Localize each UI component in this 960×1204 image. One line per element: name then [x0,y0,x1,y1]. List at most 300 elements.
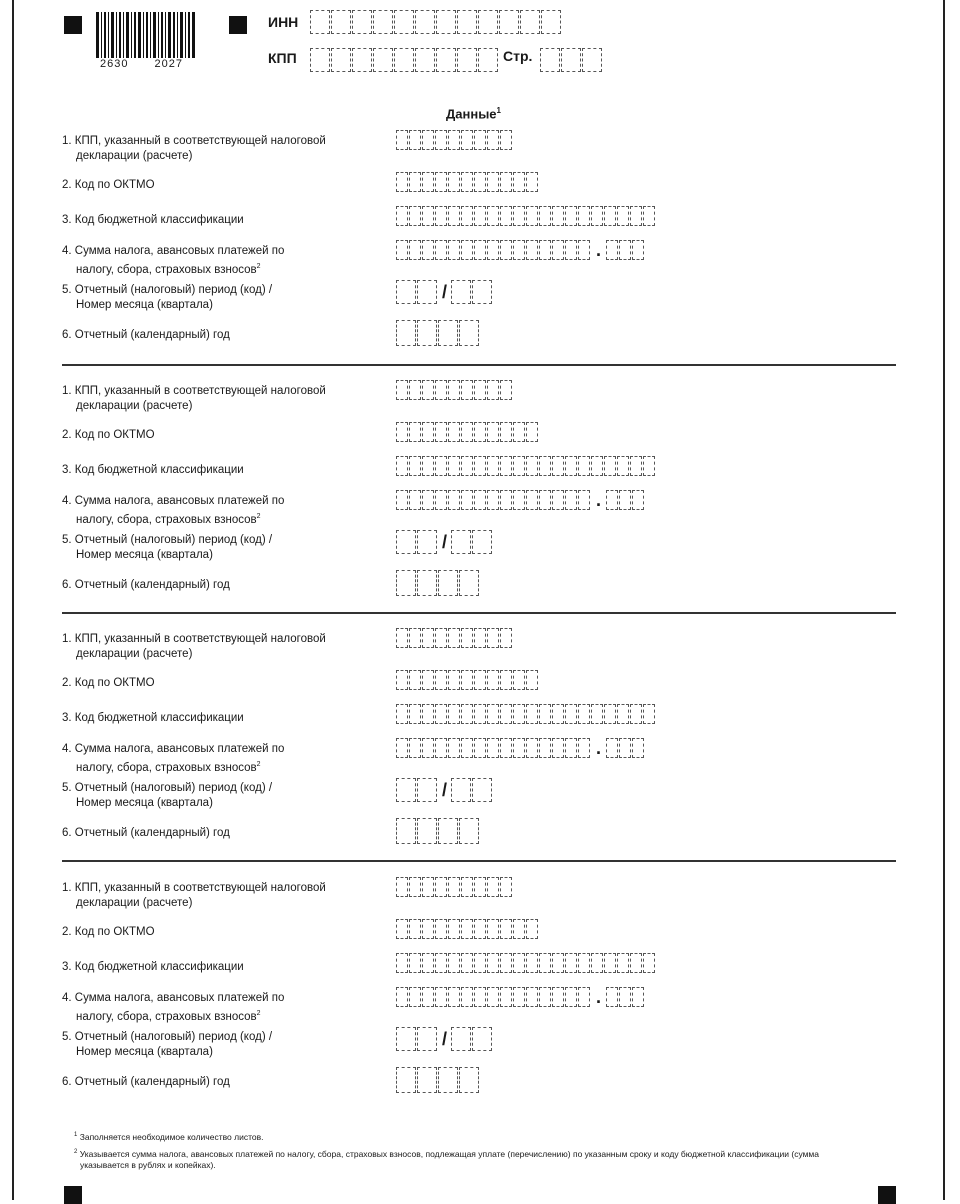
inn-cells[interactable] [310,10,562,34]
input-cell[interactable] [526,206,538,226]
input-cell[interactable] [500,380,512,400]
input-cell[interactable] [632,738,644,758]
input-cell[interactable] [539,206,551,226]
input-cell[interactable] [578,987,590,1007]
input-cell[interactable] [394,48,414,72]
input-cell[interactable] [617,456,629,476]
input-cell[interactable] [472,778,492,802]
input-cell[interactable] [409,953,421,973]
input-cell[interactable] [435,953,447,973]
input-cell[interactable] [352,10,372,34]
input-cell[interactable] [526,456,538,476]
input-cell[interactable] [417,778,437,802]
input-cell[interactable] [513,490,525,510]
input-cell[interactable] [373,10,393,34]
input-cell[interactable] [422,738,434,758]
input-cell[interactable] [422,919,434,939]
input-cell[interactable] [435,738,447,758]
input-cell[interactable] [396,628,408,648]
input-cell[interactable] [422,670,434,690]
input-cell[interactable] [448,206,460,226]
input-cell[interactable] [526,240,538,260]
input-cell[interactable] [448,738,460,758]
input-cell[interactable] [617,953,629,973]
input-cell[interactable] [396,422,408,442]
input-cell[interactable] [396,818,416,844]
input-cell[interactable] [474,953,486,973]
input-cell[interactable] [396,778,416,802]
input-cell[interactable] [422,953,434,973]
input-cell[interactable] [643,704,655,724]
input-cell[interactable] [630,704,642,724]
input-cell[interactable] [474,172,486,192]
input-cell[interactable] [591,953,603,973]
input-cell[interactable] [409,738,421,758]
input-cell[interactable] [539,456,551,476]
input-cell[interactable] [461,738,473,758]
input-cell[interactable] [461,172,473,192]
input-cell[interactable] [461,628,473,648]
input-cell[interactable] [565,738,577,758]
block-1-year-cells[interactable] [396,320,480,346]
input-cell[interactable] [552,704,564,724]
input-cell[interactable] [396,1067,416,1093]
input-cell[interactable] [487,172,499,192]
input-cell[interactable] [500,130,512,150]
input-cell[interactable] [513,240,525,260]
input-cell[interactable] [500,490,512,510]
input-cell[interactable] [422,628,434,648]
input-cell[interactable] [457,48,477,72]
input-cell[interactable] [409,172,421,192]
input-cell[interactable] [448,919,460,939]
input-cell[interactable] [619,987,631,1007]
input-cell[interactable] [310,10,330,34]
kpp-cells[interactable] [310,48,499,72]
input-cell[interactable] [487,987,499,1007]
input-cell[interactable] [487,670,499,690]
input-cell[interactable] [409,628,421,648]
input-cell[interactable] [394,10,414,34]
input-cell[interactable] [513,172,525,192]
input-cell[interactable] [396,130,408,150]
input-cell[interactable] [459,570,479,596]
block-1-period-cells[interactable] [396,280,493,304]
input-cell[interactable] [565,240,577,260]
input-cell[interactable] [422,172,434,192]
block-1-sum-cells[interactable] [396,240,645,260]
input-cell[interactable] [474,206,486,226]
input-cell[interactable] [552,953,564,973]
input-cell[interactable] [436,10,456,34]
input-cell[interactable] [474,877,486,897]
input-cell[interactable] [396,490,408,510]
input-cell[interactable] [500,456,512,476]
input-cell[interactable] [552,456,564,476]
input-cell[interactable] [396,530,416,554]
input-cell[interactable] [461,490,473,510]
input-cell[interactable] [422,456,434,476]
input-cell[interactable] [461,987,473,1007]
input-cell[interactable] [474,704,486,724]
input-cell[interactable] [474,380,486,400]
input-cell[interactable] [448,456,460,476]
input-cell[interactable] [565,704,577,724]
input-cell[interactable] [539,704,551,724]
input-cell[interactable] [417,530,437,554]
input-cell[interactable] [472,280,492,304]
input-cell[interactable] [435,987,447,1007]
input-cell[interactable] [448,670,460,690]
input-cell[interactable] [526,953,538,973]
block-3-kpp-cells[interactable] [396,628,513,648]
input-cell[interactable] [487,953,499,973]
input-cell[interactable] [500,738,512,758]
input-cell[interactable] [451,1027,471,1051]
input-cell[interactable] [438,320,458,346]
input-cell[interactable] [409,130,421,150]
input-cell[interactable] [630,953,642,973]
input-cell[interactable] [448,953,460,973]
input-cell[interactable] [513,738,525,758]
input-cell[interactable] [643,953,655,973]
input-cell[interactable] [409,670,421,690]
input-cell[interactable] [409,422,421,442]
input-cell[interactable] [422,206,434,226]
input-cell[interactable] [500,877,512,897]
input-cell[interactable] [552,240,564,260]
input-cell[interactable] [632,240,644,260]
input-cell[interactable] [435,919,447,939]
input-cell[interactable] [422,490,434,510]
input-cell[interactable] [487,628,499,648]
input-cell[interactable] [539,240,551,260]
input-cell[interactable] [396,380,408,400]
input-cell[interactable] [526,422,538,442]
input-cell[interactable] [451,280,471,304]
input-cell[interactable] [632,490,644,510]
input-cell[interactable] [552,206,564,226]
input-cell[interactable] [604,206,616,226]
input-cell[interactable] [422,704,434,724]
input-cell[interactable] [396,206,408,226]
block-4-kbk-cells[interactable] [396,953,656,973]
input-cell[interactable] [409,240,421,260]
input-cell[interactable] [451,530,471,554]
input-cell[interactable] [417,280,437,304]
input-cell[interactable] [520,10,540,34]
input-cell[interactable] [487,240,499,260]
input-cell[interactable] [451,778,471,802]
input-cell[interactable] [487,738,499,758]
input-cell[interactable] [436,48,456,72]
input-cell[interactable] [461,670,473,690]
block-1-kpp-cells[interactable] [396,130,513,150]
input-cell[interactable] [632,987,644,1007]
input-cell[interactable] [578,738,590,758]
input-cell[interactable] [472,530,492,554]
block-3-oktmo-cells[interactable] [396,670,539,690]
input-cell[interactable] [513,987,525,1007]
input-cell[interactable] [435,422,447,442]
input-cell[interactable] [461,130,473,150]
input-cell[interactable] [513,206,525,226]
input-cell[interactable] [409,987,421,1007]
input-cell[interactable] [417,1067,437,1093]
block-3-kbk-cells[interactable] [396,704,656,724]
input-cell[interactable] [448,130,460,150]
input-cell[interactable] [619,240,631,260]
input-cell[interactable] [422,987,434,1007]
input-cell[interactable] [409,456,421,476]
input-cell[interactable] [435,877,447,897]
input-cell[interactable] [565,206,577,226]
input-cell[interactable] [409,877,421,897]
input-cell[interactable] [438,570,458,596]
input-cell[interactable] [474,628,486,648]
input-cell[interactable] [474,670,486,690]
input-cell[interactable] [552,490,564,510]
input-cell[interactable] [487,877,499,897]
input-cell[interactable] [422,422,434,442]
input-cell[interactable] [591,456,603,476]
input-cell[interactable] [448,877,460,897]
input-cell[interactable] [578,456,590,476]
input-cell[interactable] [643,206,655,226]
input-cell[interactable] [526,738,538,758]
input-cell[interactable] [396,172,408,192]
block-1-kbk-cells[interactable] [396,206,656,226]
block-4-kpp-cells[interactable] [396,877,513,897]
input-cell[interactable] [417,320,437,346]
input-cell[interactable] [513,919,525,939]
input-cell[interactable] [606,240,618,260]
block-4-period-cells[interactable] [396,1027,493,1051]
input-cell[interactable] [500,422,512,442]
block-3-year-cells[interactable] [396,818,480,844]
input-cell[interactable] [396,240,408,260]
input-cell[interactable] [461,953,473,973]
input-cell[interactable] [435,206,447,226]
input-cell[interactable] [448,987,460,1007]
input-cell[interactable] [513,456,525,476]
input-cell[interactable] [417,570,437,596]
input-cell[interactable] [396,738,408,758]
input-cell[interactable] [461,919,473,939]
input-cell[interactable] [422,130,434,150]
block-4-sum-cells[interactable] [396,987,645,1007]
input-cell[interactable] [487,206,499,226]
input-cell[interactable] [415,48,435,72]
input-cell[interactable] [396,877,408,897]
page-number-cells[interactable] [540,48,603,72]
input-cell[interactable] [500,206,512,226]
block-3-period-cells[interactable] [396,778,493,802]
input-cell[interactable] [409,919,421,939]
input-cell[interactable] [396,280,416,304]
input-cell[interactable] [606,490,618,510]
input-cell[interactable] [513,670,525,690]
input-cell[interactable] [448,422,460,442]
block-2-year-cells[interactable] [396,570,480,596]
input-cell[interactable] [396,456,408,476]
input-cell[interactable] [500,919,512,939]
input-cell[interactable] [578,206,590,226]
input-cell[interactable] [461,380,473,400]
input-cell[interactable] [565,456,577,476]
input-cell[interactable] [448,172,460,192]
input-cell[interactable] [461,422,473,442]
block-2-kbk-cells[interactable] [396,456,656,476]
input-cell[interactable] [500,704,512,724]
input-cell[interactable] [409,380,421,400]
input-cell[interactable] [539,987,551,1007]
input-cell[interactable] [487,130,499,150]
input-cell[interactable] [643,456,655,476]
input-cell[interactable] [541,10,561,34]
input-cell[interactable] [474,422,486,442]
input-cell[interactable] [435,490,447,510]
block-2-kpp-cells[interactable] [396,380,513,400]
input-cell[interactable] [617,206,629,226]
input-cell[interactable] [373,48,393,72]
input-cell[interactable] [539,490,551,510]
input-cell[interactable] [422,877,434,897]
input-cell[interactable] [457,10,477,34]
block-4-oktmo-cells[interactable] [396,919,539,939]
input-cell[interactable] [617,704,629,724]
input-cell[interactable] [435,628,447,648]
input-cell[interactable] [415,10,435,34]
input-cell[interactable] [461,240,473,260]
input-cell[interactable] [331,10,351,34]
input-cell[interactable] [565,987,577,1007]
input-cell[interactable] [448,704,460,724]
input-cell[interactable] [474,456,486,476]
input-cell[interactable] [487,704,499,724]
input-cell[interactable] [552,987,564,1007]
input-cell[interactable] [461,877,473,897]
block-2-sum-cells[interactable] [396,490,645,510]
input-cell[interactable] [487,380,499,400]
block-1-oktmo-cells[interactable] [396,172,539,192]
input-cell[interactable] [409,206,421,226]
input-cell[interactable] [417,1027,437,1051]
input-cell[interactable] [487,422,499,442]
input-cell[interactable] [630,206,642,226]
input-cell[interactable] [552,738,564,758]
input-cell[interactable] [459,1067,479,1093]
input-cell[interactable] [474,130,486,150]
input-cell[interactable] [500,240,512,260]
input-cell[interactable] [474,490,486,510]
input-cell[interactable] [461,704,473,724]
input-cell[interactable] [474,240,486,260]
input-cell[interactable] [561,48,581,72]
input-cell[interactable] [478,48,498,72]
block-2-period-cells[interactable] [396,530,493,554]
input-cell[interactable] [578,704,590,724]
input-cell[interactable] [448,380,460,400]
input-cell[interactable] [578,490,590,510]
input-cell[interactable] [606,738,618,758]
input-cell[interactable] [578,240,590,260]
input-cell[interactable] [396,919,408,939]
input-cell[interactable] [565,490,577,510]
input-cell[interactable] [513,953,525,973]
input-cell[interactable] [474,738,486,758]
input-cell[interactable] [461,456,473,476]
input-cell[interactable] [331,48,351,72]
input-cell[interactable] [604,953,616,973]
input-cell[interactable] [487,490,499,510]
block-3-sum-cells[interactable] [396,738,645,758]
input-cell[interactable] [526,919,538,939]
input-cell[interactable] [448,490,460,510]
input-cell[interactable] [500,670,512,690]
block-4-year-cells[interactable] [396,1067,480,1093]
input-cell[interactable] [310,48,330,72]
input-cell[interactable] [459,818,479,844]
input-cell[interactable] [500,953,512,973]
input-cell[interactable] [630,456,642,476]
input-cell[interactable] [604,704,616,724]
input-cell[interactable] [396,1027,416,1051]
input-cell[interactable] [526,987,538,1007]
input-cell[interactable] [500,987,512,1007]
input-cell[interactable] [499,10,519,34]
input-cell[interactable] [619,738,631,758]
input-cell[interactable] [396,953,408,973]
input-cell[interactable] [396,670,408,690]
input-cell[interactable] [422,240,434,260]
input-cell[interactable] [396,987,408,1007]
input-cell[interactable] [500,172,512,192]
input-cell[interactable] [396,704,408,724]
input-cell[interactable] [435,704,447,724]
input-cell[interactable] [591,206,603,226]
input-cell[interactable] [478,10,498,34]
input-cell[interactable] [526,490,538,510]
input-cell[interactable] [396,320,416,346]
input-cell[interactable] [461,206,473,226]
input-cell[interactable] [578,953,590,973]
input-cell[interactable] [619,490,631,510]
input-cell[interactable] [422,380,434,400]
input-cell[interactable] [448,628,460,648]
input-cell[interactable] [487,919,499,939]
input-cell[interactable] [487,456,499,476]
input-cell[interactable] [417,818,437,844]
input-cell[interactable] [539,738,551,758]
input-cell[interactable] [435,172,447,192]
input-cell[interactable] [409,490,421,510]
input-cell[interactable] [438,1067,458,1093]
input-cell[interactable] [513,704,525,724]
input-cell[interactable] [396,570,416,596]
input-cell[interactable] [438,818,458,844]
input-cell[interactable] [474,919,486,939]
input-cell[interactable] [435,130,447,150]
input-cell[interactable] [606,987,618,1007]
input-cell[interactable] [526,172,538,192]
input-cell[interactable] [565,953,577,973]
input-cell[interactable] [526,704,538,724]
input-cell[interactable] [435,240,447,260]
input-cell[interactable] [448,240,460,260]
input-cell[interactable] [526,670,538,690]
input-cell[interactable] [591,704,603,724]
